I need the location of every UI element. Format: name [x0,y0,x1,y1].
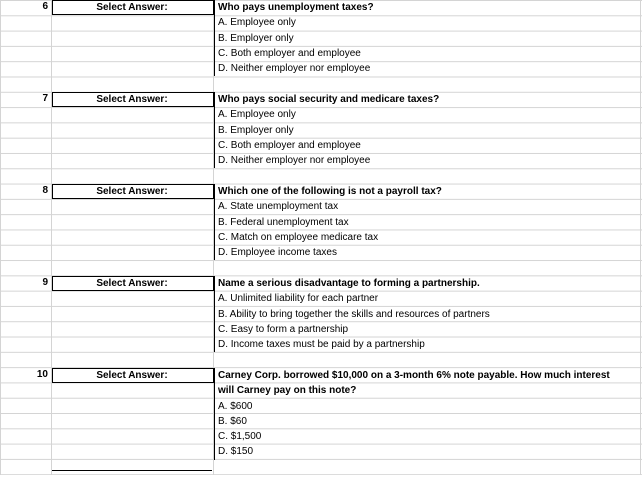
option-a: A. $600 [218,400,253,412]
option-a: A. Employee only [218,109,296,121]
option-d: D. Neither employer nor employee [218,63,371,75]
answer-select-label: Select Answer: [96,2,168,13]
option-d: D. Employee income taxes [218,247,337,259]
question-text: Who pays social security and medicare taxes? [218,94,440,105]
grid-column-line [51,0,52,475]
option-c: C. Both employer and employee [218,139,361,151]
option-b: B. Ability to bring together the skills and resources of partners [218,308,490,320]
question-text: Which one of the following is not a payroll tax? [218,186,442,197]
option-c: C. Both employer and employee [218,47,361,59]
question-column [214,276,642,352]
option-d: D. Neither employer nor employee [218,155,371,167]
option-c: C. $1,500 [218,431,262,443]
option-d: D. Income taxes must be paid by a partnership [218,339,425,351]
answer-select-label: Select Answer: [96,94,168,105]
option-b: B. Employer only [218,32,294,44]
option-c: C. Easy to form a partnership [218,323,349,335]
answer-select-label: Select Answer: [96,278,168,289]
question-number: 10 [36,369,48,380]
option-b: B. $60 [218,415,247,427]
question-text: Who pays unemployment taxes? [218,2,374,13]
option-a: A. State unemployment tax [218,201,339,213]
question-text: Carney Corp. borrowed $10,000 on a 3-month 6% note payable. How much interest [218,370,610,381]
question-column [214,184,642,260]
option-a: A. Unlimited liability for each partner [218,293,379,305]
option-b: B. Employer only [218,124,294,136]
question-number: 8 [42,185,48,196]
question-number: 6 [42,1,48,12]
option-d: D. $150 [218,446,254,458]
question-column [214,368,642,460]
question-text: Name a serious disadvantage to forming a partnership. [218,278,480,289]
question-number: 7 [42,93,48,104]
option-a: A. Employee only [218,17,296,29]
question-column [214,0,642,76]
question-number: 9 [42,277,48,288]
answer-select-label: Select Answer: [96,186,168,197]
option-b: B. Federal unemployment tax [218,216,349,228]
question-column [214,92,642,168]
option-c: C. Match on employee medicare tax [218,231,379,243]
answer-select-label: Select Answer: [96,370,168,381]
question-text-continued: will Carney pay on this note? [218,385,357,397]
